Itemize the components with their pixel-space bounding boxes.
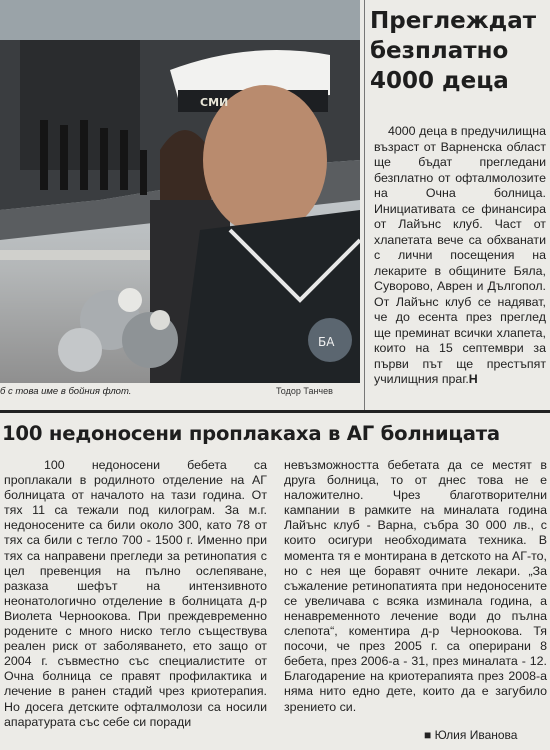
side-title-line-3: 4000 деца — [370, 68, 509, 94]
side-title-line-1: Преглеждат — [370, 8, 537, 34]
side-article-title — [370, 6, 546, 96]
main-article-column-1: 100 недоносени бебета са проплакали в родилното отделение на АГ болницата от началото на тази година. От тях 11 са тежали под килограм. За м.г. недоносените са били около 300, като 78 от тях са били с тегло 700 - 1500 г. Именно при тях са направени прегледи за ретинопатия с цел превенция на пълно ослепяване, разказа шефът на интензивното неонатологично отделение в болницата д-р Виолета Черноокова. При преждевременно родените с много ниско тегло съществува реален риск от заболяването, ето защо от 2004 г. съвместно със специалистите от Очна болница се правят профилактика и лечение в ранен стадий чрез криотерапия. Но досега детските офталмолози са носили апаратурата със себе си поради — [4, 458, 267, 729]
cap-ribbon-text: СМИ — [200, 96, 229, 109]
news-photo — [0, 0, 360, 383]
main-article-title: 100 недоносени проплакаха в АГ болницата — [2, 422, 500, 445]
badge-label: БА — [318, 335, 335, 349]
column-divider — [364, 0, 365, 410]
photo-caption: б с това име в бойния флот. — [0, 386, 132, 397]
article-author: ■ Юлия Иванова — [424, 728, 518, 742]
side-title-line-2: безплатно — [370, 38, 509, 64]
main-article-column-2: невъзможността бебетата да се местят в друга болница, то от днес това не е наложително. Чрез благотворителни кампании в рамките на миналата година Лайънс клуб - Варна, събра 30 000 лв., с които осигури необходимата техника. В момента тя е монтирана в детското на АГ-то, но с нея ще боравят очните лекари. „За съжаление ретинопатията при недоносените се увеличава с всяка изминала година, а ненавременното лечение води до пълна слепота“, коментира д-р Черноокова. Тя посочи, че през 2005 г. са оперирани 8 бебета, през 2006-а - 31, през миналата - 12. Благодарение на криотерапията през 2008-а няма нито едно дете, които да е загубило зрението си. — [284, 458, 547, 714]
side-article-text: 4000 деца в предучилищна възраст от Варненска област ще бъдат прегледани безплатно от офталмолозите на Очна болница. Инициативата се финансира от Лайънс клуб. Част от хлапетата вече са обхванати с лични посещения на лекарите в общините Бяла, Суворово, Аврен и Дългопол. От Лайънс клуб се надяват, че до есента през преглед ще преминат всички хлапета, които на 15 септември за първи път ще престъпят училищния праг. — [374, 124, 546, 386]
photo-illustration — [0, 0, 360, 383]
section-divider — [0, 410, 550, 413]
side-article-body — [374, 124, 546, 388]
photo-credit: Тодор Танчев — [276, 386, 333, 396]
end-mark: Н — [468, 372, 478, 386]
